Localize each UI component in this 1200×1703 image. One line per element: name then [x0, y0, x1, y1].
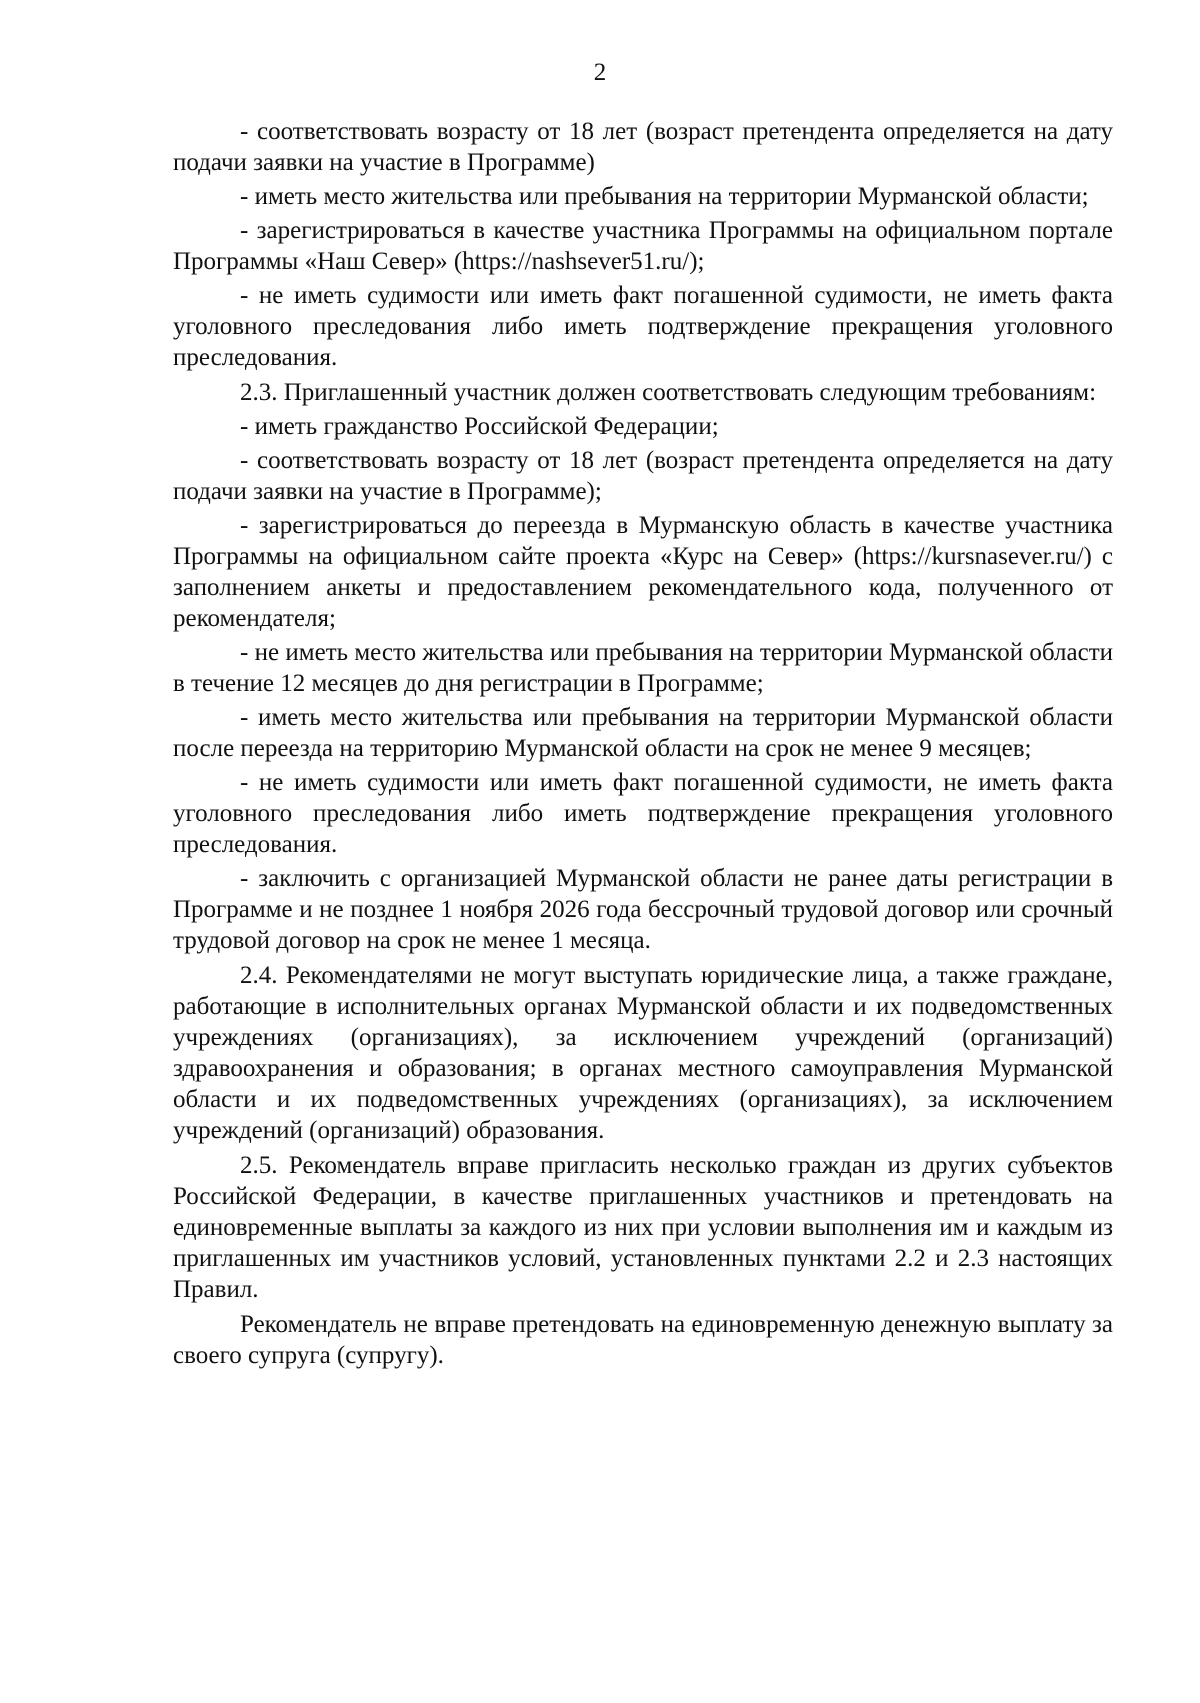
paragraph-2-5: 2.5. Рекомендатель вправе пригласить несколько граждан из других субъектов Российской Федерации, в качестве приглашенных участников и претендовать на единовременные выплаты за каждого из них при условии выполнения им и каждым из приглашенных им участников условий, установленных пунктами 2.2 и 2.3 настоящих Правил.: [173, 1152, 1113, 1303]
paragraph-2-3-heading: 2.3. Приглашенный участник должен соответствовать следующим требованиям:: [240, 379, 1097, 406]
paragraph-register-portal: - зарегистрироваться в качестве участника Программы на официальном портале Программы «Наш Север» (https://nashsever51.ru/);: [173, 217, 1113, 275]
document-body: [173, 116, 1113, 1374]
paragraph-employment-contract: - заключить с организацией Мурманской области не ранее даты регистрации в Программе и не позднее 1 ноября 2026 года бессрочный трудовой договор или срочный трудовой договор на срок не менее 1 месяца.: [173, 865, 1113, 954]
paragraph-residence-after-move: - иметь место жительства или пребывания на территории Мурманской области после переезда на территорию Мурманской области на срок не менее 9 месяцев;: [173, 704, 1113, 762]
paragraph-invitee-register: - зарегистрироваться до переезда в Мурманскую область в качестве участника Программы на официальном сайте проекта «Курс на Север» (https://kursnasever.ru/) с заполнением анкеты и предоставлением рекомендательного кода, полученного от рекомендателя;: [173, 512, 1113, 632]
paragraph-invitee-criminal-record: - не иметь судимости или иметь факт погашенной судимости, не иметь факта уголовного преследования либо иметь подтверждение прекращения уголовного преследования.: [173, 769, 1113, 858]
paragraph-invitee-age: - соответствовать возрасту от 18 лет (возраст претендента определяется на дату подачи заявки на участие в Программе);: [173, 447, 1113, 505]
paragraph-spouse-exclusion: Рекомендатель не вправе претендовать на единовременную денежную выплату за своего супруга (супругу).: [173, 1311, 1113, 1369]
paragraph-no-criminal-record: - не иметь судимости или иметь факт погашенной судимости, не иметь факта уголовного преследования либо иметь подтверждение прекращения уголовного преследования.: [173, 282, 1113, 371]
paragraph-residence: - иметь место жительства или пребывания на территории Мурманской области;: [240, 183, 1089, 210]
paragraph-no-prior-residence: - не иметь место жительства или пребывания на территории Мурманской области в течение 12 месяцев до дня регистрации в Программе;: [173, 639, 1113, 697]
page-number: 2: [593, 59, 607, 86]
paragraph-age-requirement: - соответствовать возрасту от 18 лет (возраст претендента определяется на дату подачи заявки на участие в Программе): [173, 118, 1113, 176]
paragraph-citizenship: - иметь гражданство Российской Федерации;: [240, 413, 719, 440]
paragraph-2-4: 2.4. Рекомендателями не могут выступать юридические лица, а также граждане, работающие в исполнительных органах Мурманской области и их подведомственных учреждениях (организациях), за исключением учреждений (организаций) здравоохранения и образования; в органах местного самоуправления Мурманской области и их подведомственных учреждениях (организациях), за исключением учреждений (организаций) образования.: [173, 962, 1113, 1144]
